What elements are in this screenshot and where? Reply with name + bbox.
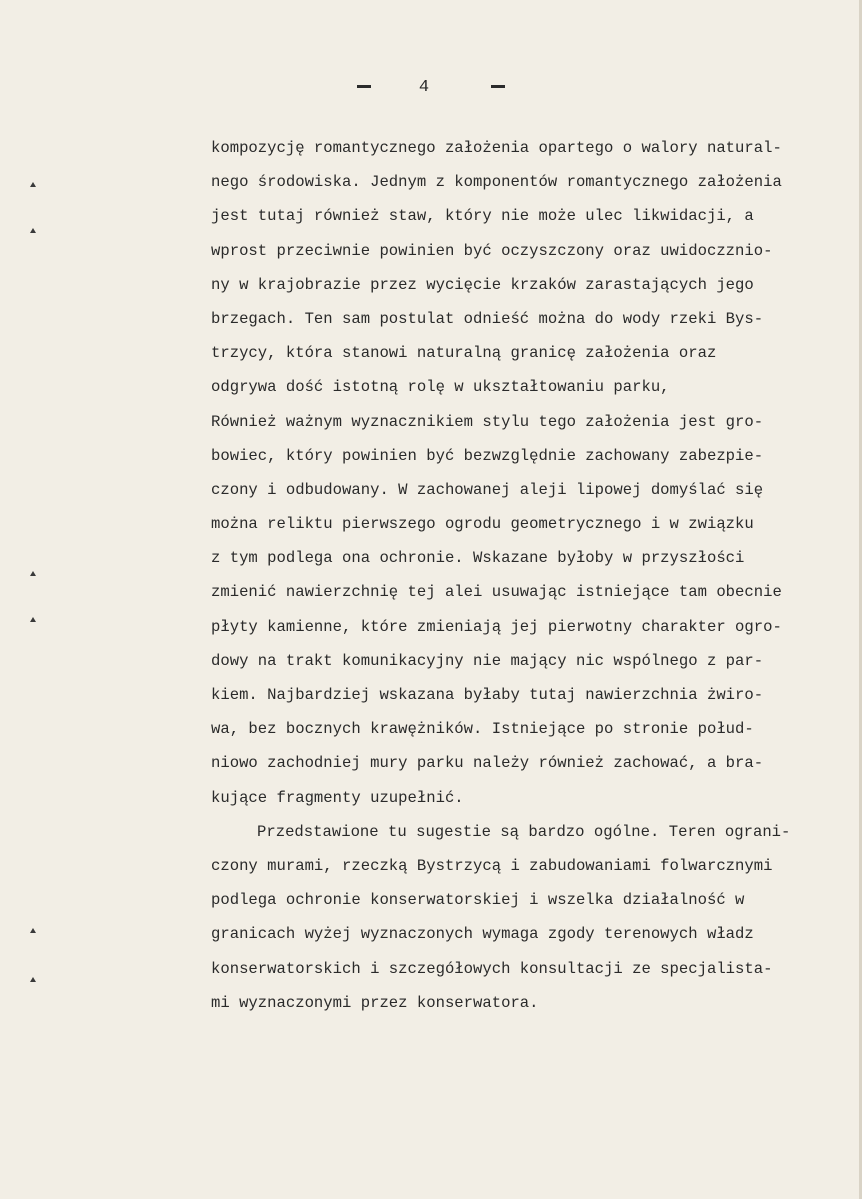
text-line: kiem. Najbardziej wskazana byłaby tutaj nawierzchnia żwiro- [211, 686, 764, 704]
text-line: jest tutaj również staw, który nie może ulec likwidacji, a [211, 207, 754, 226]
margin-mark [30, 228, 36, 233]
page-number-dash-right [491, 85, 505, 88]
text-line: granicach wyżej wyznaczonych wymaga zgody terenowych władz [211, 925, 754, 944]
text-line: niowo zachodniej mury parku należy również zachować, a bra- [211, 754, 764, 773]
margin-mark [30, 977, 36, 982]
text-line: kujące fragmenty uzupełnić. [211, 788, 464, 807]
paragraph-1 [211, 131, 859, 815]
margin-mark [30, 617, 36, 622]
text-line: podlega ochronie konserwatorskiej i wszelka działalność w [211, 891, 745, 910]
text-line: ny w krajobrazie przez wycięcie krzaków zarastających jego [211, 275, 754, 294]
page-number-value: 4 [418, 78, 430, 97]
text-line: dowy na trakt komunikacyjny nie mający nic wspólnego z par- [211, 651, 764, 670]
text-line: z tym podlega ona ochronie. Wskazane byłoby w przyszłości [211, 549, 745, 568]
text-line: wa, bez bocznych krawężników. Istniejące po stronie połud- [211, 720, 754, 739]
margin-mark [30, 571, 36, 576]
text-line: Przedstawione tu sugestie są bardzo ogólne. Teren ograni- [257, 822, 791, 841]
text-line: zmienić nawierzchnię tej alei usuwając istniejące tam obecnie [211, 583, 782, 602]
margin-mark [30, 182, 36, 187]
text-line: trzycy, która stanowi naturalną granicę założenia oraz [211, 344, 717, 363]
text-line: bowiec, który powinien być bezwzględnie zachowany zabezpie- [211, 446, 764, 465]
text-line: mi wyznaczonymi przez konserwatora. [211, 993, 539, 1012]
text-line: można reliktu pierwszego ogrodu geometrycznego i w związku [211, 515, 754, 534]
text-line: Również ważnym wyznacznikiem stylu tego założenia jest gro- [211, 412, 764, 431]
text-line: odgrywa dość istotną rolę w ukształtowaniu parku, [211, 378, 670, 397]
margin-mark [30, 928, 36, 933]
body-text [211, 131, 859, 1020]
page-number-dash-left [357, 85, 371, 88]
text-line: nego środowiska. Jednym z komponentów romantycznego założenia [211, 173, 782, 192]
text-line: płyty kamienne, które zmieniają jej pierwotny charakter ogro- [211, 617, 782, 636]
margin-punch-marks [30, 0, 50, 1199]
text-line: kompozycję romantycznego założenia opartego o walory natural- [211, 139, 782, 157]
text-line: czony murami, rzeczką Bystrzycą i zabudowaniami folwarcznymi [211, 856, 773, 875]
text-line: wprost przeciwnie powinien być oczyszczony oraz uwidoczznio- [211, 241, 773, 260]
text-line: brzegach. Ten sam postulat odnieść można do wody rzeki Bys- [211, 309, 764, 328]
text-line: konserwatorskich i szczegółowych konsultacji ze specjalista- [211, 959, 773, 978]
paragraph-2 [211, 815, 859, 1020]
page-number [0, 78, 862, 97]
text-line: czony i odbudowany. W zachowanej aleji lipowej domyślać się [211, 480, 764, 499]
